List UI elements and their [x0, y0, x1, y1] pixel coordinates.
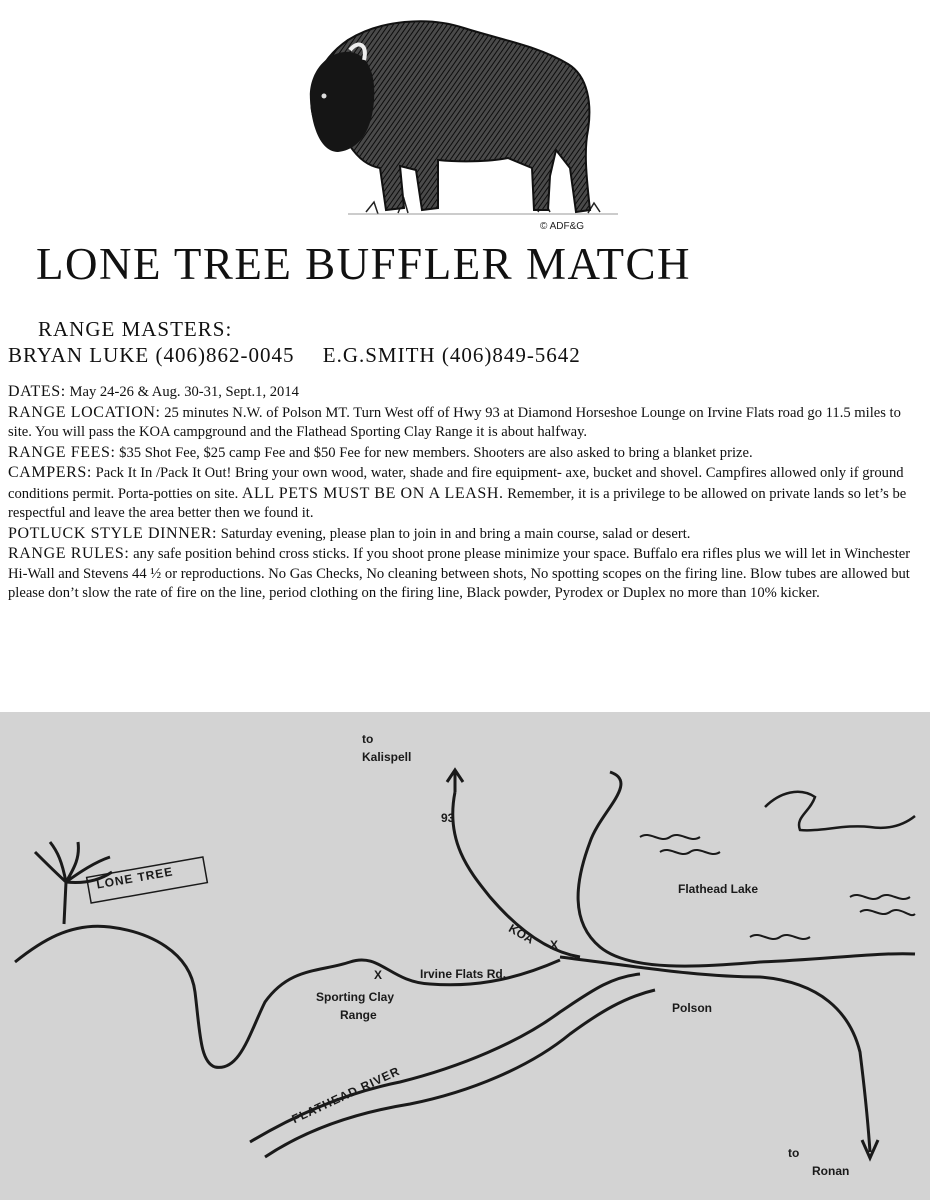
map-label-koa: KOA	[506, 921, 537, 947]
location-text: 25 minutes N.W. of Polson MT. Turn West off of Hwy 93 at Diamond Horseshoe Lounge on Irvine Flats road go 11.5 miles to site. You will pass the KOA campground and the Flathead Sporting Clay Range it is about halfway.	[8, 404, 901, 440]
dates-text: May 24-26 & Aug. 30-31, Sept.1, 2014	[69, 384, 299, 400]
map-label-flathead-lake: Flathead Lake	[678, 882, 759, 896]
range-master-contact: BRYAN LUKE (406)862-0045	[8, 343, 295, 367]
dates-paragraph	[8, 382, 922, 403]
potluck-paragraph	[8, 524, 922, 545]
map-label-range: Range	[340, 1008, 377, 1022]
event-title: LONE TREE BUFFLER MATCH	[36, 239, 691, 289]
campers-label: CAMPERS:	[8, 464, 92, 481]
map-label-lone-tree: LONE TREE	[95, 864, 175, 892]
map-label-ronan: Ronan	[812, 1164, 850, 1178]
map-koa-marker: X	[550, 938, 559, 952]
lake-monster-drawing	[765, 792, 915, 831]
range-master-contact: E.G.SMITH (406)849-5642	[322, 343, 581, 367]
lake-shoreline	[578, 772, 915, 966]
range-masters-label: RANGE MASTERS:	[38, 317, 233, 341]
bison-illustration	[288, 0, 628, 236]
campers-text: Pack It In /Pack It Out! Bring your own wood, water, shade and fire equipment- axe, bucket and shovel. Campfires allowed only if ground conditions permit. Porta-potties on site.	[8, 465, 904, 502]
map-label-sporting-clay: Sporting Clay	[316, 990, 395, 1004]
range-masters-contacts	[8, 343, 581, 367]
image-credit: © ADF&G	[540, 221, 585, 232]
campers-paragraph	[8, 463, 922, 524]
map-label-polson: Polson	[672, 1001, 713, 1015]
rules-text: any safe position behind cross sticks. If you shoot prone please minimize your space. Buffalo era rifles plus we will let in Winchester Hi-Wall and Stevens 44 ½ or reproductions. No Gas Checks, No cleaning between shots, No spotting scopes on the firing line. Blow tubes are allowed but please don’t slow the rate of fire on the line, period clothing on the firing line, Black powder, Pyrodex or Duplex no more than 10% kicker.	[8, 546, 911, 601]
fees-label: RANGE FEES:	[8, 443, 116, 461]
irvine-flats-road	[15, 926, 560, 1067]
map-label-hwy-93: 93	[441, 811, 455, 825]
event-info	[8, 382, 922, 604]
directions-map	[0, 712, 930, 1200]
map-label-flathead-river: FLATHEAD RIVER	[289, 1063, 403, 1127]
fees-text: $35 Shot Fee, $25 camp Fee and $50 Fee for new members. Shooters are also asked to bring a blanket prize.	[119, 444, 753, 461]
lake-shoreline-south	[560, 957, 870, 1152]
campers-text-2: Remember, it is a privilege to be allowed on private lands so let’s be respectful and leave the area better then we found it.	[8, 485, 907, 521]
dates-label: DATES:	[8, 383, 66, 400]
potluck-text: Saturday evening, please plan to join in and bring a main course, salad or desert.	[220, 525, 691, 542]
flathead-river-bank	[265, 990, 655, 1157]
location-paragraph	[8, 403, 922, 443]
map-label-irvine-flats: Irvine Flats Rd.	[420, 967, 507, 981]
rules-paragraph	[8, 544, 922, 604]
map-label-to-south: to	[788, 1146, 800, 1160]
pets-notice: ALL PETS MUST BE ON A LEASH.	[241, 484, 504, 502]
map-label-to-north: to	[362, 732, 374, 746]
location-label: RANGE LOCATION:	[8, 403, 161, 421]
potluck-label: POTLUCK STYLE DINNER:	[8, 524, 218, 542]
map-label-kalispell: Kalispell	[362, 750, 412, 764]
map-sporting-clay-marker: X	[374, 968, 383, 982]
fees-paragraph	[8, 443, 922, 464]
north-arrow	[447, 770, 463, 792]
rules-label: RANGE RULES:	[8, 545, 130, 562]
